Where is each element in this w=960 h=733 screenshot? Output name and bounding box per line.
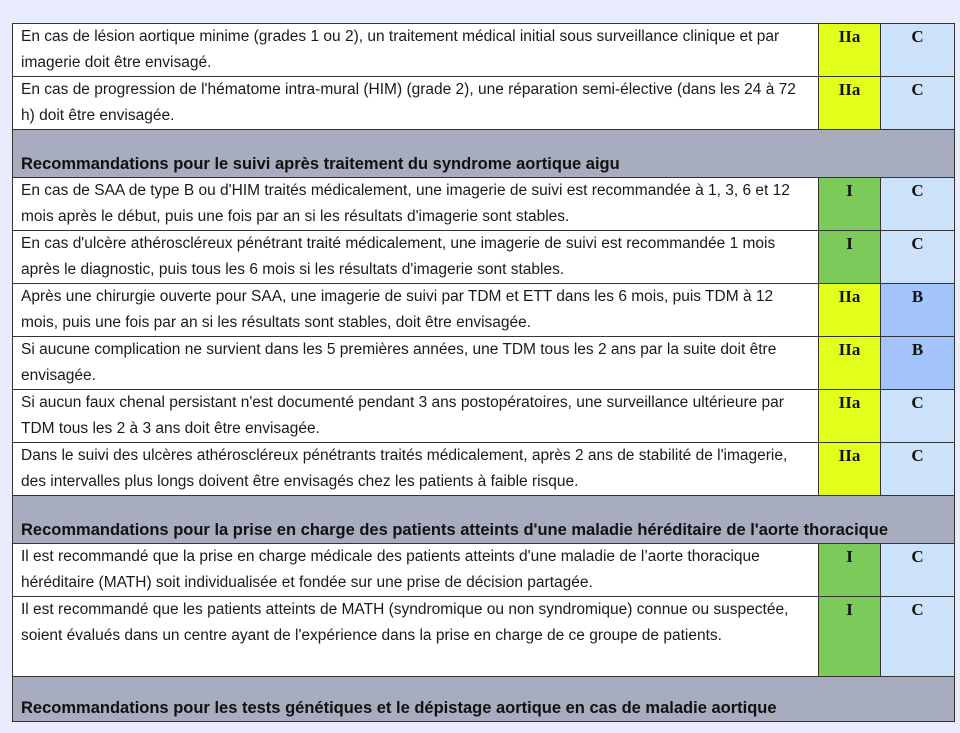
recommendation-row [13,544,955,597]
recommendation-row [13,178,955,231]
recommendations-table [12,23,955,722]
class-cell: IIa [819,443,881,496]
class-cell: IIa [819,284,881,337]
recommendation-row [13,597,955,677]
recommendation-text: Il est recommandé que les patients atteints de MATH (syndromique ou non syndromique) connue ou suspectée, soient évalués dans un centre ayant de l'expérience dans la prise en charge de ce groupe de patients. [13,597,819,677]
recommendation-row [13,231,955,284]
class-cell: I [819,231,881,284]
recommendation-row [13,24,955,77]
recommendation-text: En cas de lésion aortique minime (grades 1 ou 2), un traitement médical initial sous surveillance clinique et par imagerie doit être envisagé. [13,24,819,77]
class-cell: IIa [819,390,881,443]
recommendation-text: Si aucune complication ne survient dans les 5 premières années, une TDM tous les 2 ans par la suite doit être envisagée. [13,337,819,390]
level-cell: B [881,337,955,390]
class-cell: I [819,544,881,597]
section-header-row [13,677,955,722]
recommendation-text: Après une chirurgie ouverte pour SAA, une imagerie de suivi par TDM et ETT dans les 6 mois, puis TDM à 12 mois, puis une fois par an si les résultats sont stables, doit être envisagée. [13,284,819,337]
recommendation-row [13,443,955,496]
level-cell: C [881,390,955,443]
level-cell: C [881,77,955,130]
recommendation-text: En cas de SAA de type B ou d'HIM traités médicalement, une imagerie de suivi est recommandée à 1, 3, 6 et 12 mois après le début, puis une fois par an si les résultats d'imagerie sont stables. [13,178,819,231]
level-cell: C [881,178,955,231]
class-cell: I [819,597,881,677]
recommendation-row [13,337,955,390]
level-cell: C [881,231,955,284]
recommendation-row [13,390,955,443]
recommendation-row [13,77,955,130]
class-cell: IIa [819,77,881,130]
class-cell: IIa [819,24,881,77]
recommendation-text: Si aucun faux chenal persistant n'est documenté pendant 3 ans postopératoires, une surveillance ultérieure par TDM tous les 2 à 3 ans doit être envisagée. [13,390,819,443]
recommendation-row [13,284,955,337]
class-cell: I [819,178,881,231]
recommendation-text: En cas de progression de l'hématome intra-mural (HIM) (grade 2), une réparation semi-élective (dans les 24 à 72 h) doit être envisagée. [13,77,819,130]
level-cell: C [881,544,955,597]
section-header-row [13,130,955,178]
section-header: Recommandations pour la prise en charge des patients atteints d'une maladie héréditaire de l'aorte thoracique [13,496,955,544]
section-header: Recommandations pour les tests génétiques et le dépistage aortique en cas de maladie aortique [13,677,955,722]
level-cell: B [881,284,955,337]
level-cell: C [881,443,955,496]
recommendations-table-body [13,24,955,722]
level-cell: C [881,597,955,677]
recommendation-text: En cas d'ulcère athéroscléreux pénétrant traité médicalement, une imagerie de suivi est recommandée 1 mois après le diagnostic, puis tous les 6 mois si les résultats d'imagerie sont stables. [13,231,819,284]
recommendation-text: Dans le suivi des ulcères athéroscléreux pénétrants traités médicalement, après 2 ans de stabilité de l'imagerie, des intervalles plus longs doivent être envisagés chez les patients à faible risque. [13,443,819,496]
section-header: Recommandations pour le suivi après traitement du syndrome aortique aigu [13,130,955,178]
recommendation-text: Il est recommandé que la prise en charge médicale des patients atteints d'une maladie de l’aorte thoracique héréditaire (MATH) soit individualisée et fondée sur une prise de décision partagée. [13,544,819,597]
class-cell: IIa [819,337,881,390]
section-header-row [13,496,955,544]
level-cell: C [881,24,955,77]
